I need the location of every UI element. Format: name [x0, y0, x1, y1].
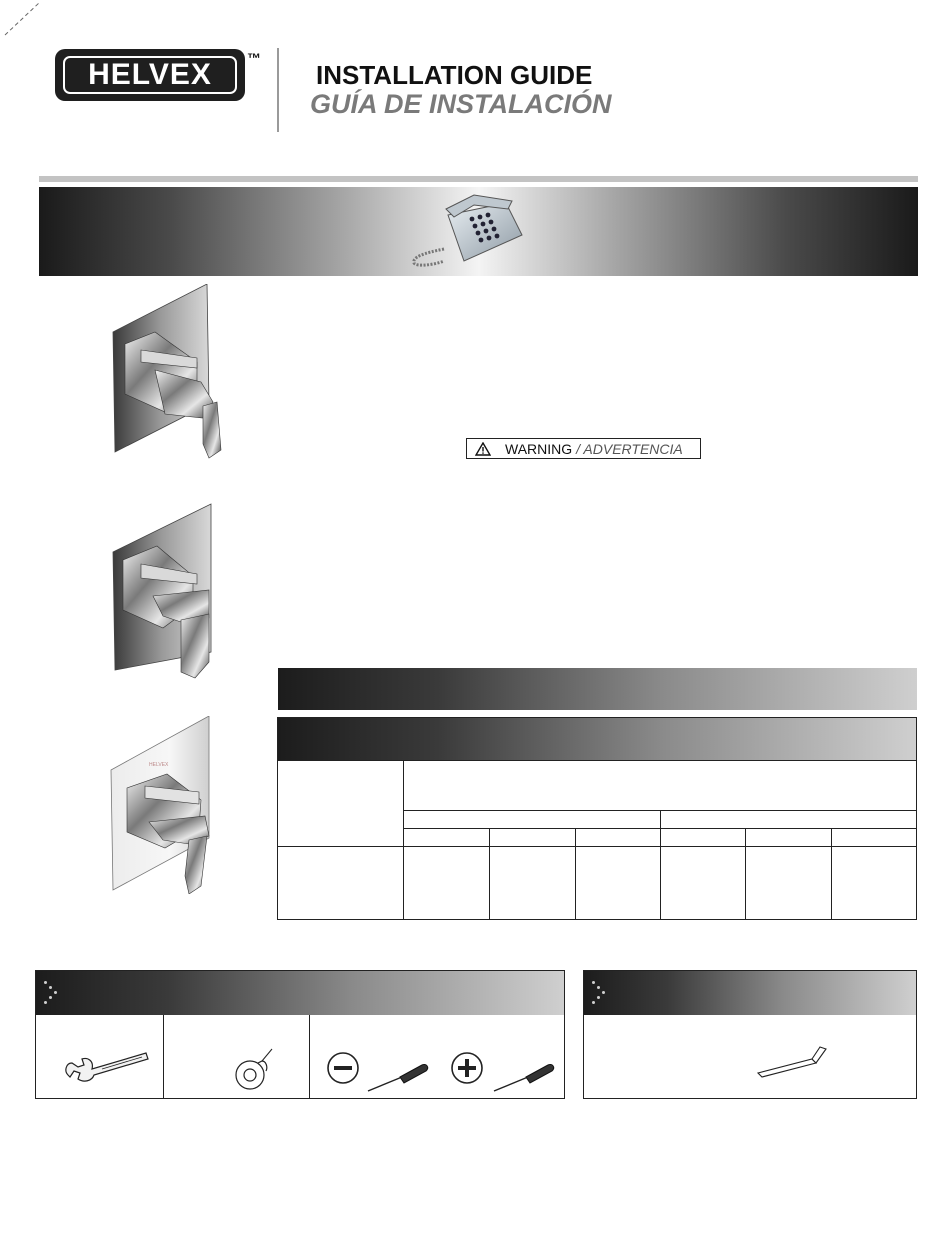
- warning-label: [466, 438, 701, 459]
- adjustable-wrench-icon: [62, 1047, 152, 1087]
- tools-panel: [35, 970, 565, 1099]
- product-image-3: [105, 716, 225, 894]
- title-spanish: GUÍA DE INSTALACIÓN: [310, 89, 612, 119]
- crop-mark: [0, 0, 45, 40]
- header-divider: [277, 48, 279, 132]
- title-english: INSTALLATION GUIDE: [316, 60, 593, 90]
- warning-text-es: / ADVERTENCIA: [576, 440, 683, 457]
- allen-key-icon: [754, 1045, 834, 1081]
- contact-banner: [39, 187, 918, 276]
- warning-text-en: WARNING: [505, 440, 573, 457]
- svg-text:HELVEX: HELVEX: [149, 762, 169, 768]
- header-rule: [39, 176, 918, 182]
- trademark: ™: [247, 50, 261, 66]
- specifications-table: [277, 717, 917, 920]
- included-tools-header-bar: [584, 971, 916, 1015]
- logo-text: HELVEX: [63, 56, 237, 94]
- warning-triangle-icon: [475, 442, 491, 456]
- product-image-2: [105, 502, 225, 682]
- phillips-screwdriver-icon: [448, 1047, 558, 1097]
- product-image-1: [105, 284, 225, 460]
- teflon-tape-icon: [232, 1045, 280, 1093]
- flathead-screwdriver-icon: [326, 1047, 436, 1097]
- specifications-table-header: [278, 718, 916, 760]
- bullet-dots-icon: [592, 981, 608, 1005]
- included-tools-panel: [583, 970, 917, 1099]
- tools-header-bar: [36, 971, 564, 1015]
- phone-icon: [404, 187, 534, 275]
- bullet-dots-icon: [44, 981, 60, 1005]
- specifications-header-bar: [278, 668, 917, 710]
- helvex-logo: [55, 49, 245, 101]
